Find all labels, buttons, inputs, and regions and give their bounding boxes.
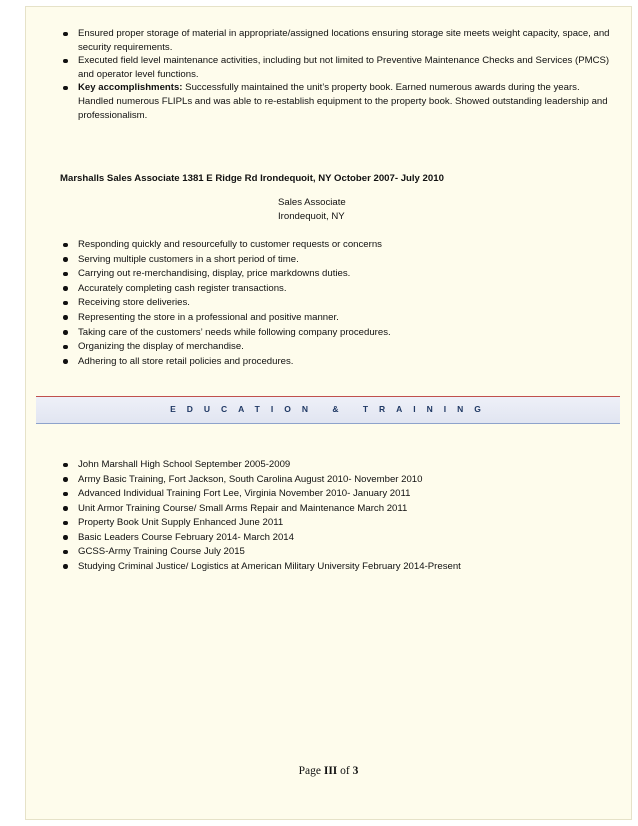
- list-item: [26, 545, 616, 560]
- list-item: [26, 267, 616, 282]
- education-heading-bar: [36, 396, 620, 424]
- bullet-text: Adhering to all store retail policies and procedures.: [78, 355, 294, 367]
- total-page-count: 3: [352, 765, 359, 777]
- bullet-icon: [63, 301, 68, 306]
- list-item: [26, 282, 616, 297]
- list-item: [26, 516, 616, 531]
- footer-of: of: [337, 765, 353, 777]
- bullet-text: Advanced Individual Training Fort Lee, Virginia November 2010- January 2011: [78, 488, 411, 499]
- list-item: [26, 487, 616, 502]
- bullet-text: Army Basic Training, Fort Jackson, South Carolina August 2010- November 2010: [78, 473, 423, 485]
- bullet-text: Studying Criminal Justice/ Logistics at American Military University February 2014-Present: [78, 560, 461, 572]
- list-item: [26, 355, 616, 370]
- list-item: [26, 311, 616, 326]
- duties-list: [26, 27, 616, 122]
- list-item: [26, 54, 616, 81]
- list-item: [26, 502, 616, 517]
- bullet-text: Property Book Unit Supply Enhanced June 2011: [78, 517, 284, 528]
- list-item: [26, 81, 616, 122]
- bullet-icon: [63, 506, 68, 511]
- bullet-text: Basic Leaders Course February 2014- March 2014: [78, 531, 294, 543]
- bullet-icon: [63, 477, 68, 482]
- bullet-text: Executed field level maintenance activities, including but not limited to Preventive Maintenance Checks and Services (PMCS) and operator level functions.: [78, 55, 610, 80]
- bullet-icon: [63, 463, 68, 468]
- list-item: [26, 326, 616, 341]
- education-list: [26, 458, 616, 574]
- key-accomplishments-label: Key accomplishments:: [78, 82, 183, 94]
- list-item: [26, 238, 616, 253]
- list-item: [26, 473, 616, 488]
- list-item: [26, 27, 616, 54]
- bullet-text: Accurately completing cash register transactions.: [78, 282, 287, 294]
- list-item: [26, 340, 616, 355]
- job-title: Marshalls Sales Associate 1381 E Ridge Rd Irondequoit, NY October 2007- July 2010: [60, 173, 444, 184]
- bullet-icon: [63, 521, 68, 526]
- list-item: [26, 253, 616, 268]
- bullet-icon: [63, 492, 68, 497]
- current-page-number: III: [323, 765, 338, 777]
- bullet-icon: [63, 286, 68, 291]
- bullet-icon: [63, 359, 68, 364]
- bullet-icon: [63, 257, 68, 262]
- bullet-text: Unit Armor Training Course/ Small Arms Repair and Maintenance March 2011: [78, 502, 408, 514]
- bullet-icon: [63, 535, 68, 540]
- bullet-icon: [63, 564, 68, 569]
- bullet-icon: [63, 32, 68, 37]
- footer-prefix: Page: [298, 765, 324, 777]
- job-location: Irondequoit, NY: [278, 211, 345, 222]
- bullet-icon: [63, 550, 68, 555]
- bullet-text: Representing the store in a professional and positive manner.: [78, 311, 339, 323]
- bullet-text: Receiving store deliveries.: [78, 297, 190, 309]
- bullet-text: Responding quickly and resourcefully to customer requests or concerns: [78, 239, 382, 250]
- list-item: [26, 560, 616, 575]
- bullet-text: Ensured proper storage of material in appropriate/assigned locations ensuring storage site meets weight capacity, space, and security requirements.: [78, 28, 610, 53]
- bullet-text: Carrying out re-merchandising, display, price markdowns duties.: [78, 268, 351, 280]
- education-heading: EDUCATION & TRAINING: [170, 404, 492, 414]
- bullet-icon: [63, 86, 68, 91]
- bullet-text: Organizing the display of merchandise.: [78, 341, 244, 353]
- bullet-icon: [63, 59, 68, 64]
- job-duties-list: [26, 238, 616, 369]
- bullet-text: GCSS-Army Training Course July 2015: [78, 546, 245, 557]
- list-item: [26, 458, 616, 473]
- page-footer: [26, 765, 631, 777]
- resume-page: [25, 6, 632, 820]
- bullet-text: John Marshall High School September 2005-2009: [78, 459, 291, 470]
- bullet-icon: [63, 315, 68, 320]
- bullet-text: Taking care of the customers’ needs while following company procedures.: [78, 326, 391, 338]
- bullet-text: Serving multiple customers in a short period of time.: [78, 253, 299, 265]
- list-item: [26, 531, 616, 546]
- bullet-icon: [63, 330, 68, 335]
- bullet-icon: [63, 272, 68, 277]
- bullet-icon: [63, 243, 68, 248]
- job-details: [278, 196, 346, 224]
- bullet-text: Successfully maintained the unit’s property book. Earned numerous awards during the years. Handled numerous FLIPLs and was able to re-establish equipment to the property book. Showed outstanding leadership and professionalism.: [78, 82, 608, 121]
- list-item: [26, 296, 616, 311]
- bullet-icon: [63, 345, 68, 350]
- job-position: Sales Associate: [278, 197, 346, 208]
